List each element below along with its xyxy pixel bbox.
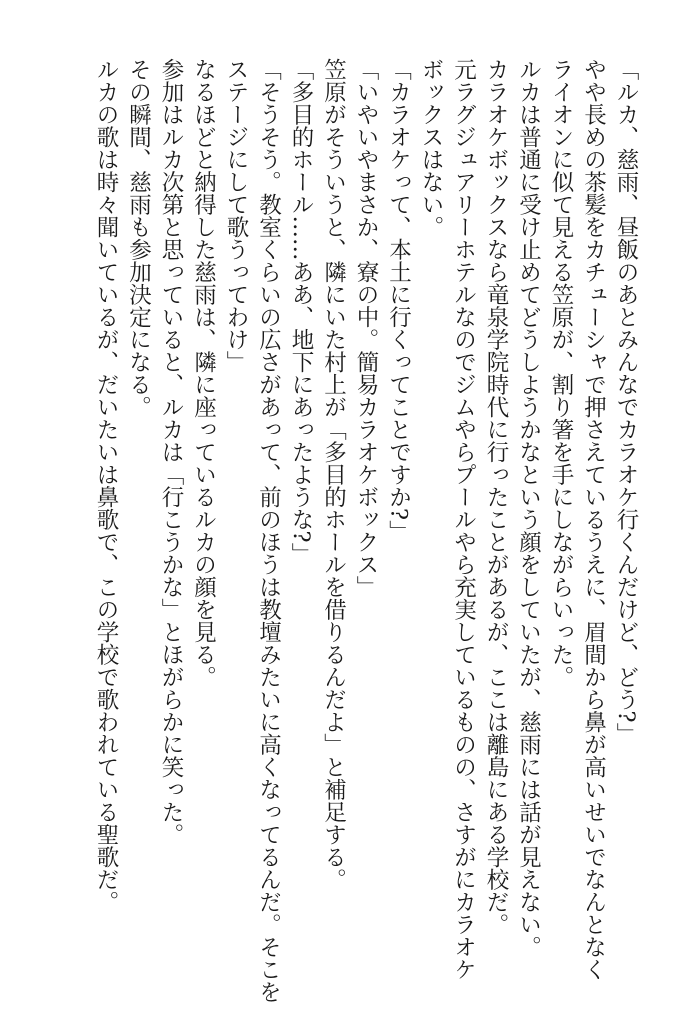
text-line: 「多目的ホール……ああ、地下にあったような?」 [288, 58, 314, 566]
vertical-text-body [90, 58, 643, 1003]
text-line: 「そうそう。教室くらいの広さがあって、前のほうは教壇みたいに高くなってるんだ。そこを [255, 58, 282, 1003]
text-line: 元ラグジュアリーホテルなのでジムやらプールやら充実しているものの、さすがにカラオケ [450, 58, 477, 981]
text-line: 「カラオケって、本土に行くってことですか?」 [385, 58, 412, 543]
text-line: 「ルカ、慈雨、昼飯のあとみんなでカラオケ行くんだけど、どう?」 [613, 58, 639, 746]
text-line: 参加はルカ次第と思っていると、ルカは「行こうかな」とほがらかに笑った。 [158, 58, 184, 846]
text-line: ルカの歌は時々聞いているが、だいたいは鼻歌で、この学校で歌われている聖歌だ。 [93, 58, 119, 913]
text-line: なるほどと納得した慈雨は、隣に座っているルカの顔を見る。 [190, 58, 217, 688]
text-line: 「いやいやまさか、寮の中。簡易カラオケボックス」 [353, 58, 379, 598]
text-line: ルカは普通に受け止めてどうしようかなという顔をしていたが、慈雨には話が見えない。 [515, 58, 542, 958]
text-line: カラオケボックスなら竜泉学院時代に行ったことがあるが、ここは離島にある学校だ。 [483, 58, 509, 936]
text-line: ライオンに似て見える笠原が、割り箸を手にしながらいった。 [548, 58, 574, 688]
text-line: その瞬間、慈雨も参加決定になる。 [125, 58, 152, 418]
text-line: ステージにして歌うってわけ」 [223, 58, 249, 373]
text-line: ボックスはない。 [418, 58, 444, 238]
text-line: 笠原がそういうと、隣にいた村上が「多目的ホールを借りるんだよ」と補足する。 [320, 58, 347, 891]
text-line: やや長めの茶髪をカチューシャで押さえているうえに、眉間から鼻が高いせいでなんとなく [580, 58, 607, 981]
